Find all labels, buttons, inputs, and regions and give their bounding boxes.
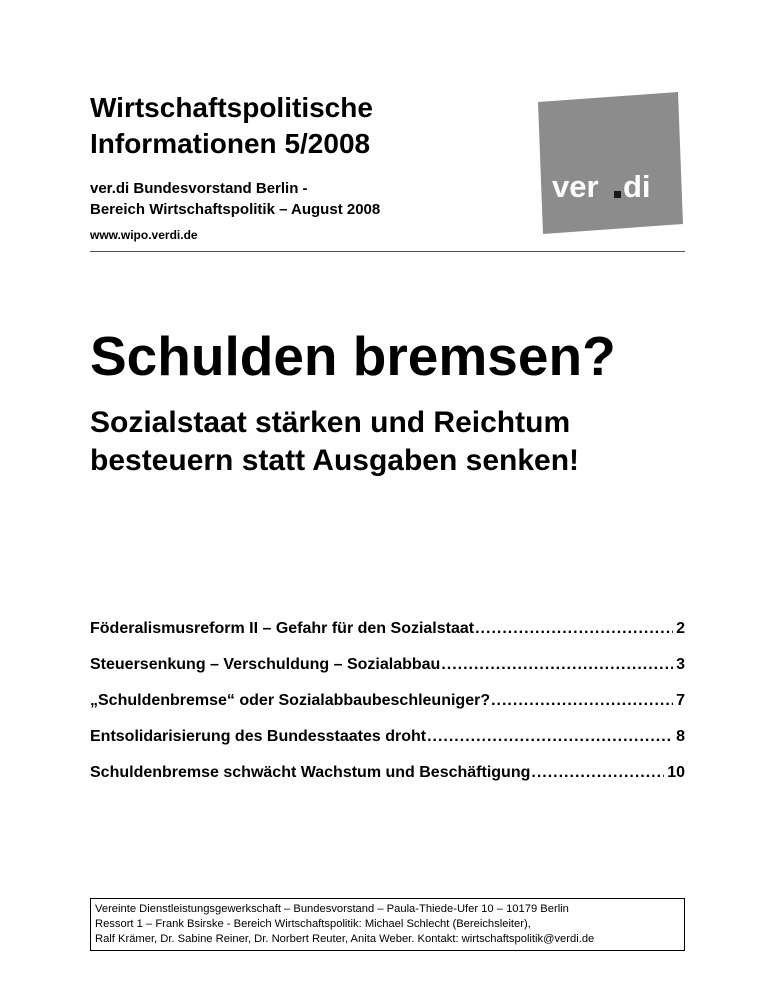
toc-item[interactable] (90, 656, 685, 692)
publication-title-line2: Informationen 5/2008 (90, 128, 371, 159)
logo-background (538, 92, 683, 234)
logo-text-left: ver (552, 169, 599, 204)
table-of-contents (90, 620, 685, 800)
subheadline-line2: besteuern statt Ausgaben senken! (90, 444, 580, 477)
toc-item[interactable] (90, 620, 685, 656)
subheadline (90, 404, 579, 480)
toc-item-title: Schuldenbremse schwächt Wachstum und Beschäftigung (90, 764, 531, 781)
verdi-logo (538, 92, 683, 234)
toc-dot-leader (441, 656, 673, 674)
toc-item-title: Entsolidarisierung des Bundesstaates droht (90, 728, 427, 745)
toc-item[interactable] (90, 764, 685, 800)
contact-footer (90, 898, 685, 951)
toc-item-page: 8 (676, 728, 685, 745)
toc-dot-leader (427, 728, 673, 746)
publisher-line2: Bereich Wirtschaftspolitik – August 2008 (90, 201, 381, 218)
website-link[interactable]: www.wipo.verdi.de (90, 228, 198, 242)
toc-item[interactable] (90, 692, 685, 728)
main-headline: Schulden bremsen? (90, 325, 616, 387)
publisher-line1: ver.di Bundesvorstand Berlin - (90, 180, 308, 197)
toc-item-page: 7 (676, 692, 685, 709)
toc-item-page: 2 (676, 620, 685, 637)
footer-line2: Ressort 1 – Frank Bsirske - Bereich Wirtschaftspolitik: Michael Schlecht (Bereichsleiter), (95, 918, 531, 930)
header-divider (90, 251, 685, 252)
toc-dot-leader (531, 764, 664, 782)
footer-line1: Vereinte Dienstleistungsgewerkschaft – Bundesvorstand – Paula-Thiede-Ufer 10 – 10179 Berlin (95, 903, 569, 915)
toc-dot-leader (491, 692, 673, 710)
toc-item[interactable] (90, 728, 685, 764)
toc-dot-leader (475, 620, 673, 638)
publisher-info (90, 178, 380, 220)
subheadline-line1: Sozialstaat stärken und Reichtum (90, 406, 571, 439)
logo-text-right: di (623, 169, 651, 204)
publication-title-line1: Wirtschaftspolitische (90, 92, 373, 123)
publication-title (90, 90, 373, 162)
toc-item-title: Steuersenkung – Verschuldung – Sozialabbau (90, 656, 441, 673)
logo-dot (614, 191, 621, 198)
footer-line3: Ralf Krämer, Dr. Sabine Reiner, Dr. Norbert Reuter, Anita Weber. Kontakt: wirtschaftspolitik@verdi.de (95, 933, 595, 945)
toc-item-page: 10 (667, 764, 685, 781)
toc-item-page: 3 (676, 656, 685, 673)
toc-item-title: Föderalismusreform II – Gefahr für den Sozialstaat (90, 620, 475, 637)
toc-item-title: „Schuldenbremse“ oder Sozialabbaubeschleuniger? (90, 692, 491, 709)
